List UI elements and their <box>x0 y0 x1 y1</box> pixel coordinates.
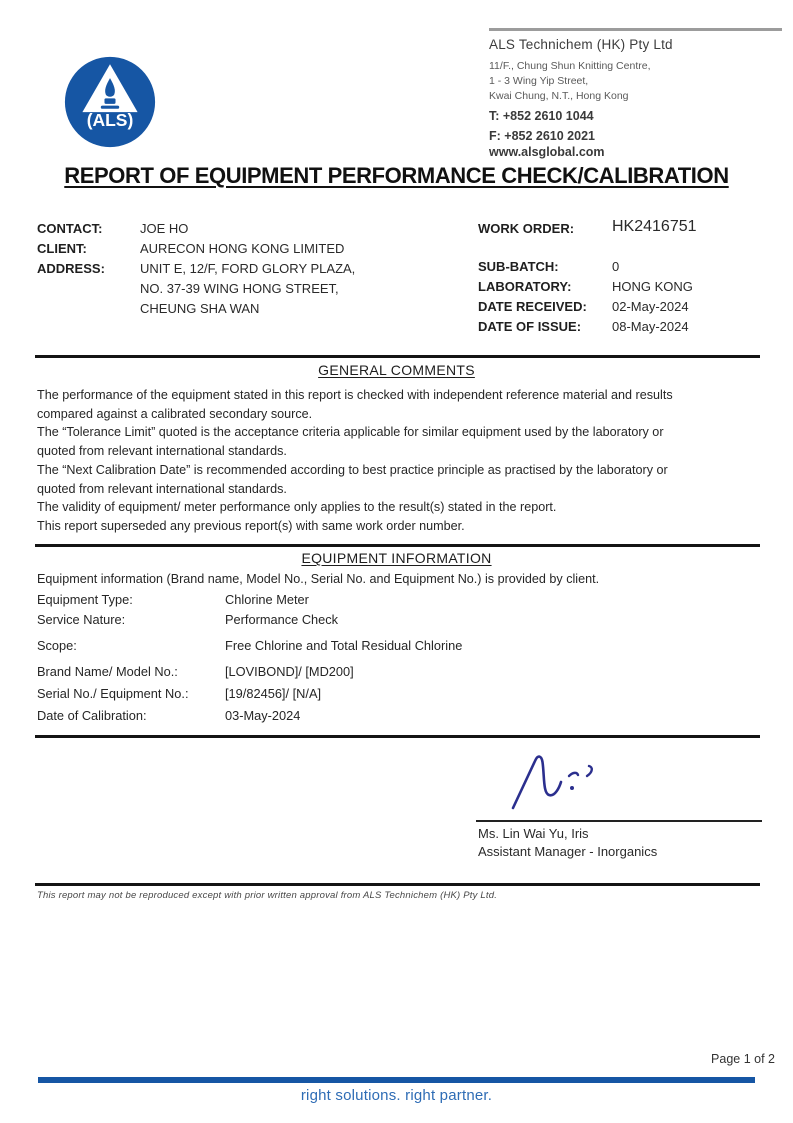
sub-batch-label: SUB-BATCH: <box>478 259 559 274</box>
brand-model-label: Brand Name/ Model No.: <box>37 664 178 679</box>
serial-equipment-label: Serial No./ Equipment No.: <box>37 686 189 701</box>
client-value: AURECON HONG KONG LIMITED <box>140 241 345 256</box>
address-label: ADDRESS: <box>37 261 105 276</box>
sub-batch-value: 0 <box>612 259 620 274</box>
company-address-line-1: 11/F., Chung Shun Knitting Centre, <box>489 60 651 72</box>
equipment-section-end-divider <box>35 735 760 738</box>
calibration-date-value: 03-May-2024 <box>225 708 301 723</box>
header-divider <box>489 28 782 31</box>
brand-model-value: [LOVIBOND]/ [MD200] <box>225 664 354 679</box>
laboratory-label: LABORATORY: <box>478 279 572 294</box>
calibration-date-label: Date of Calibration: <box>37 708 147 723</box>
general-comments-divider <box>35 355 760 358</box>
date-received-value: 02-May-2024 <box>612 299 689 314</box>
signature-line <box>476 820 762 822</box>
equipment-type-value: Chlorine Meter <box>225 592 309 607</box>
date-of-issue-value: 08-May-2024 <box>612 319 689 334</box>
client-label: CLIENT: <box>37 241 87 256</box>
equipment-information-intro: Equipment information (Brand name, Model No., Serial No. and Equipment No.) is provided by client. <box>37 572 600 586</box>
als-logo-icon <box>64 56 156 148</box>
company-website: www.alsglobal.com <box>489 145 605 159</box>
date-of-issue-label: DATE OF ISSUE: <box>478 319 582 334</box>
company-telephone: T: +852 2610 1044 <box>489 109 594 123</box>
scope-label: Scope: <box>37 638 77 653</box>
company-address-line-3: Kwai Chung, N.T., Hong Kong <box>489 90 629 102</box>
company-name: ALS Technichem (HK) Pty Ltd <box>489 37 673 52</box>
footer-bar <box>38 1077 755 1083</box>
general-comment-3: The “Next Calibration Date” is recommended according to best practice principle as practised by the laboratory or quoted from relevant international standards. <box>37 462 668 496</box>
contact-value: JOE HO <box>140 221 189 236</box>
equipment-type-label: Equipment Type: <box>37 592 133 607</box>
general-comment-4: The validity of equipment/ meter performance only applies to the result(s) stated in the report. <box>37 500 557 515</box>
signatory-title: Assistant Manager - Inorganics <box>478 844 658 859</box>
scope-value: Free Chlorine and Total Residual Chlorine <box>225 638 463 653</box>
work-order-value: HK2416751 <box>612 218 697 235</box>
signature-icon <box>505 748 635 818</box>
general-comment-2: The “Tolerance Limit” quoted is the acceptance criteria applicable for similar equipment used by the laboratory or quoted from relevant international standards. <box>37 425 664 459</box>
address-line-1: UNIT E, 12/F, FORD GLORY PLAZA, <box>140 261 356 276</box>
footnote-text: This report may not be reproduced except with prior written approval from ALS Technichem (HK) Pty Ltd. <box>37 890 498 901</box>
service-nature-label: Service Nature: <box>37 612 126 627</box>
general-comment-5: This report superseded any previous report(s) with same work order number. <box>37 518 465 533</box>
general-comments-body <box>37 386 705 536</box>
report-title: REPORT OF EQUIPMENT PERFORMANCE CHECK/CALIBRATION <box>64 163 729 188</box>
service-nature-value: Performance Check <box>225 612 339 627</box>
general-comment-1: The performance of the equipment stated in this report is checked with independent reference material and results compared against a calibrated secondary source. <box>37 388 673 421</box>
serial-equipment-value: [19/82456]/ [N/A] <box>225 686 322 701</box>
footnote-divider <box>35 883 760 886</box>
company-address-line-2: 1 - 3 Wing Yip Street, <box>489 75 589 87</box>
date-received-label: DATE RECEIVED: <box>478 299 587 314</box>
equipment-information-divider <box>35 544 760 547</box>
signatory-name: Ms. Lin Wai Yu, Iris <box>478 826 589 841</box>
als-logo-text: (ALS) <box>86 109 134 130</box>
address-line-3: CHEUNG SHA WAN <box>140 301 260 316</box>
equipment-information-heading: EQUIPMENT INFORMATION <box>301 550 492 566</box>
footer-tagline: right solutions. right partner. <box>300 1087 493 1104</box>
laboratory-value: HONG KONG <box>612 279 693 294</box>
general-comments-heading: GENERAL COMMENTS <box>318 362 475 378</box>
company-fax: F: +852 2610 2021 <box>489 129 595 143</box>
contact-label: CONTACT: <box>37 221 103 236</box>
address-line-2: NO. 37-39 WING HONG STREET, <box>140 281 339 296</box>
work-order-label: WORK ORDER: <box>478 221 575 236</box>
company-header <box>489 28 782 160</box>
page-number: Page 1 of 2 <box>711 1052 775 1066</box>
